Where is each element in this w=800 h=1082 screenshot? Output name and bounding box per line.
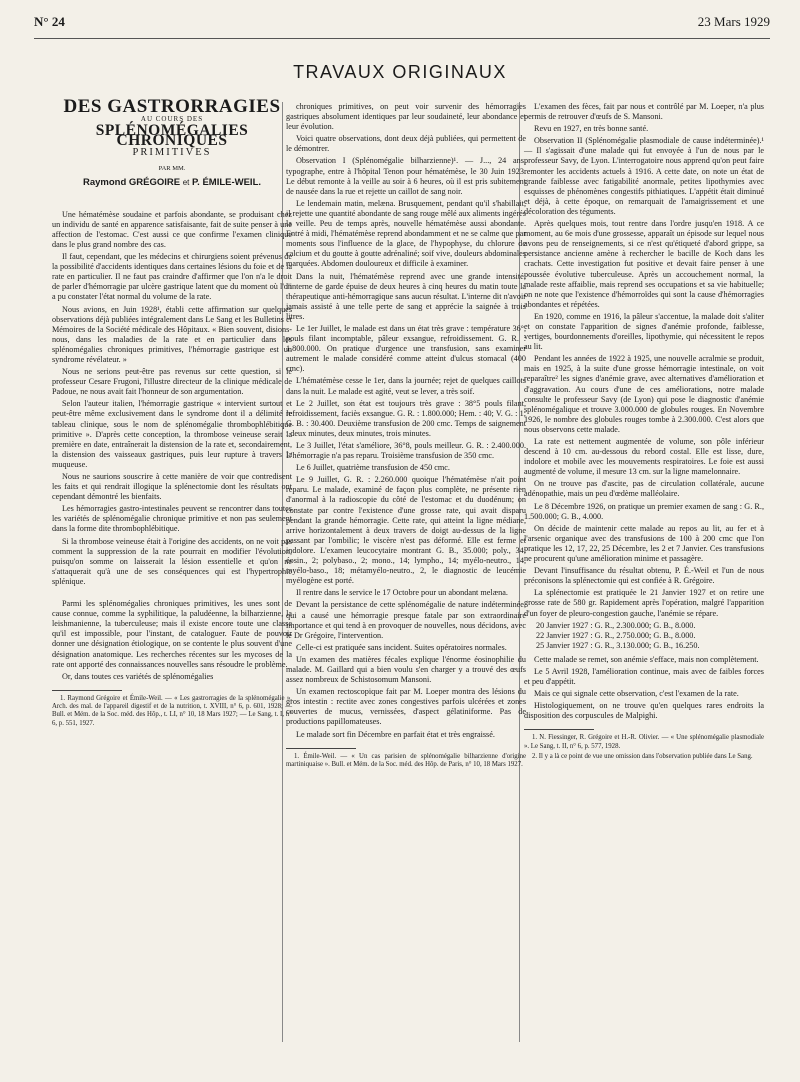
article-by: PAR MM. [158,165,186,173]
paragraph: Il faut, cependant, que les médecins et chirurgiens soient prévenus de la possibilité d'accidents identiques dans certaines lésions du foie et de la rate en particulier. Il ne faut pas craindre d'affirmer que l'on n'a le droit de parler d'hémorragie par ulcère gastrique latent que du moment où l'on a pu constater l'état normal du volume de la rate. [52,252,292,302]
page-number: N° 24 [34,14,65,29]
article-authors [52,178,292,188]
issue-date: 23 Mars 1929 [697,14,770,29]
column-1 [52,96,292,730]
paragraph: Les hémorragies gastro-intestinales peuvent se rencontrer dans toutes les variétés de splénomégalie chronique primitive et non pas seulement dans la forme dite thrombophlébitique. [52,504,292,534]
paragraph: Nous ne serions peut-être pas revenus sur cette question, si le professeur Cesare Frugoni, l'illustre directeur de la clinique médicale de Padoue, ne nous avait fait l'honneur de son argumentation. [52,367,292,397]
column-3-body [524,102,764,619]
paragraph: On ne trouve pas d'ascite, pas de circulation collatérale, aucune adénopathie, mais un peu d'œdème malléolaire. [524,479,764,499]
blood-count-table [536,621,764,651]
paragraph: On décide de maintenir cette malade au repos au lit, au fer et à l'arsenic organique avec des transfusions de 100 à 200 cmc que l'on pratique les 12, 17, 22, 25 Décembre, les 2 et 7 Janvier. Ces transfusions ne procurent qu'une amélioration minime et passagère. [524,523,764,564]
footnote [286,753,526,770]
paragraph: Devant l'insuffisance du résultat obtenu, P. É.-Weil et l'un de nous préconisons la splénectomie qui est confiée à R. Grégoire. [524,566,764,586]
paragraph: Une hématémèse soudaine et parfois abondante, se produisant chez un individu de santé en apparence satisfaisante, fait de suite penser à une affection de l'estomac. C'est aussi ce que confirme l'examen clinique dans le plus grand nombre des cas. [52,209,292,249]
section-title: TRAVAUX ORIGINAUX [293,62,507,82]
footnote [524,734,764,761]
paragraph: Pendant les années de 1922 à 1925, une nouvelle acralmie se produit, mais en 1925, à la suite d'une grosse hémorragie intestinale, on voit reparaître² les signes d'anémie grave, avec alternatives d'amélioration et d'aggravation. Au cours d'une de ces améliorations, notre malade consulte le professeur Savy (de Lyon) qui pose le diagnostic d'anémie splénomégalique et trouve 3.000.000 de globules rouges. En Novembre 1926, le nombre des globules rouges tombe à 2.300.000. C'est alors que nous observons cette malade. [524,354,764,434]
paragraph: Cette malade se remet, son anémie s'efface, mais non complètement. [534,654,759,664]
article-title-connector: AU COURS DES [140,115,204,124]
footnote-rule [524,729,594,730]
author-2: P. ÉMILE-WEIL. [192,176,262,188]
paragraph: Il rentre dans le service le 17 Octobre pour un abondant melæna. [296,588,508,598]
paragraph: Si la thrombose veineuse était à l'origine des accidents, on ne voit pas comment la suppression de la rate pourrait en modifier l'évolution, puisqu'on somme on laisserait la lésion essentielle et qu'on ne s'attaquerait qu'à une de ses conséquences qui est l'hypertrophie splénique. [52,536,292,586]
paragraph: La rate est nettement augmentée de volume, son pôle inférieur descend à 10 cm. au-dessous du rebord costal. Elle est lisse, dure, indolore et mobile avec les mouvements respiratoires. Le foie est aussi augmenté de volume, il mesure 13 cm. sur la ligne mamelonnaire. [524,437,764,477]
footnote-text: 1. Raymond Grégoire et Émile-Weil. — « Les gastrorragies de la splénomégalie ». Arch. des mal. de l'appareil digestif et de la nutrition, t. XVIII, n° 6, p. 601, 1928; — Bull. et Mém. de la Soc. méd. des Hôp., t. LI, n° 10, 18 Mars 1927; — Le Sang, t. I, n° 6, p. 551, 1927. [52,694,292,727]
column-1-body [52,210,292,587]
paragraph: Le 5 Avril 1928, l'amélioration continue, mais avec de faibles forces et peu d'appétit. [524,666,764,687]
table-row: 25 Janvier 1927 : G. R., 3.130.000; G. B., 16.250. [536,640,700,650]
paragraph: Or, dans toutes ces variétés de splénomégalies [62,671,214,681]
header-rule [34,38,770,39]
footnote-text: 1. N. Fiessinger, R. Grégoire et H.-R. Olivier. — « Une splénomégalie plasmodiale ». Le Sang, t. II, n° 6, p. 577, 1928. [524,734,764,750]
paragraph: Nous ne saurions souscrire à cette manière de voir que contredisent les faits et qui rendrait illogique la splénectomie dont les résultats ont cependant démontré les bienfaits. [52,472,292,502]
paragraph: Un examen des matières fécales explique l'énorme éosinophilie du malade. M. Gaillard qui a bien voulu s'en charger y a trouvé des œufs assez nombreux de Schistosomum Mansoni. [286,654,526,685]
paragraph: chroniques primitives, on peut voir survenir des hémorragies gastriques absolument identiques par leur soudaineté, leur abondance et leur évolution. [286,102,526,132]
paragraph: La splénectomie est pratiquée le 21 Janvier 1927 et on retire une grosse rate de 580 gr. Rapidement après l'opération, malgré l'apparition d'un foyer de pleuro-congestion gauche, l'anémie se répare. [524,588,764,618]
footnote-text: 1. Émile-Weil. — « Un cas parisien de splénomégalie bilharzienne d'origine martiniquaise ». Bull. et Mém. de la Soc. méd. des Hôp. de Paris, n° 10, 18 Mars 1927. [286,752,526,768]
article-title-sub: PRIMITIVES [132,147,212,159]
paragraph: Un examen rectoscopique fait par M. Loeper montra des lésions du gros intestin : rectite avec zones congestives parfois ulcérées et zones couvertes de mucus, vernissées, d'aspect gélatiniforme. Pas de productions papillomateuses. [286,687,526,727]
paragraph: Après quelques mois, tout rentre dans l'ordre jusqu'en 1918. A ce moment, au 6e mois d'une grossesse, apparaît un épisode sur lequel nous avons peu de renseignements, si ce n'est qu'étiqueté d'abord grippe, sa persistance ancienne amène à rechercher le bacille de Koch dans les crachats. Cette investigation fut positive et devait faire penser à une poussée évolutive tuberculeuse. Après un accouchement normal, la malade reste affaiblie, mais reprend ses occupations et sa vie habituelle; on ne note que l'existence d'hémorroïdes qui sont la cause d'hémorragies abondantes et répétées. [524,219,764,309]
article-title-main: SPLÉNOMÉGALIES CHRONIQUES [95,122,249,150]
page-header [34,14,770,34]
paragraph: Parmi les splénomégalies chroniques primitives, les unes sont de cause connue, comme la syphilitique, la paludéenne, la bilharzienne, la leishmanienne, la tuberculeuse; mais il existe encore toute une classe qu'il est impossible, pour l'instant, de cataloguer. Faute de pouvoir donner une désignation étiologique, on se contente le plus souvent d'une désignation anatomique. Les recherches récentes sur les mycoses de la rate ont apporté des connaissances nouvelles sans résoudre le problème. [52,599,292,669]
article-title-block [52,96,292,188]
paragraph: Celle-ci est pratiquée sans incident. Suites opératoires normales. [296,642,507,652]
paragraph: Le 3 Juillet, l'état s'améliore, 36°8, pouls meilleur. G. R. : 2.400.000. L'hémorragie n'a pas reparu. Troisième transfusion de 350 cmc. [286,441,526,461]
footnote-rule [52,690,122,691]
paragraph: Histologiquement, on ne trouve qu'en quelques rares endroits la disposition des corpuscules de Malpighi. [524,701,764,721]
paragraph: Le malade sort fin Décembre en parfait état et très engraissé. [296,729,495,739]
article-title: DES GASTRORRAGIES [63,96,281,117]
column-3-body-continued [524,655,764,722]
paragraph: Le lendemain matin, melæna. Brusquement, pendant qu'il s'habillait, il rejette une quantité abondante de sang rouge mêlé aux aliments ingérés la veille. Peu de temps après, nouvelle hématémèse aussi abondante. Entré à midi, l'hématémèse reprend abondamment et ne se calme que par moments sous l'influence de la glace, de l'hypophyse, du chlorure de calcium et du goutte à goutte adrénaliné; soif vive, douleurs abdominales marquées. Abdomen douloureux et difficile à examiner. [286,198,526,269]
paragraph: Voici quatre observations, dont deux déjà publiées, qui permettent de le démontrer. [286,134,526,154]
paragraph: Selon l'auteur italien, l'hémorragie gastrique « intervient surtout et peut-être même exclusivement dans le syndrome dont il a délimité le tableau clinique, sous le nom de splénomégalie thrombophlébitique primitive ». D'après cette conception, la thrombose veineuse serait la première en date, entraînerait la distension de la rate et, secondairement, la distension des vaisseaux gastriques, puis leur rupture à travers la muqueuse. [52,399,292,469]
paragraph: Devant la persistance de cette splénomégalie de nature indéterminée, qui a causé une hémorragie presque fatale par son extraordinaire importance et qui tend à en provoquer de nouvelles, nous décidons, avec le Dr Grégoire, l'intervention. [286,600,526,640]
paragraph: Le 6 Juillet, quatrième transfusion de 450 cmc. [296,463,450,473]
paragraph: Mais ce qui signale cette observation, c'est l'examen de la rate. [534,689,739,699]
table-row: 22 Janvier 1927 : G. R., 2.750.000; G. B., 8.000. [536,630,696,640]
paragraph: Observation II (Splénomégalie plasmodiale de cause indéterminée).¹ — Il s'agissait d'une malade qui fut envoyée à l'un de nous par le professeur Savy, de Lyon. L'interrogatoire nous apprend qu'on peut faire remonter les accidents actuels à 1916. A cette date, on note un état de grande faiblesse avec fatigabilité anormale, petites lipothymies avec esquisses de phénomènes congestifs pithiatiques. L'appétit était diminué et déjà, à cette époque, on remarquait de l'amaigrissement et une décoloration des téguments. [524,136,764,216]
paragraph: L'hématémèse cesse le 1er, dans la journée; rejet de quelques caillots dans la nuit. Le malade est agité, veut se lever, a très soif. [286,376,526,396]
paragraph: Observation I (Splénomégalie bilharzienne)¹. — J..., 24 ans, typographe, entre à l'hôpital Tenon pour hématémèse, le 30 Juin 1923. Le début remonte à la veille au soir à 6 heures, où il est pris subitement de nausée dans la rue et rejette un caillot de sang noir. [286,156,526,196]
column-1-body-continued [52,599,292,682]
column-3 [524,102,764,763]
author-1: Raymond GRÉGOIRE [82,176,181,188]
paragraph: Le 2 Juillet, son état est toujours très grave : 38°5 pouls filant, refroidissement, faciès exsangue. G. R. : 1.800.000; Hem. : 40; V. G. : 1; G. B. : 30.400. Deuxième transfusion de 200 cmc. Temps de saignement : deux minutes, deux minutes, trois minutes. [286,398,526,438]
footnote [52,695,292,728]
column-2 [286,102,526,771]
author-conjunction: et [182,177,190,187]
paragraph: Dans la nuit, l'hématémèse reprend avec une grande intensité; l'interne de garde épuise de deux heures à cinq heures du matin toute la thérapeutique anti-hémorragique sans aucun résultat. L'interne dit n'avoir jamais assisté à une telle perte de sang et apprécie la saignée à trois litres. [286,271,526,321]
footnote-rule [286,748,356,749]
table-row: 20 Janvier 1927 : G. R., 2.300.000; G. B., 8.000. [536,620,696,630]
paragraph: Revu en 1927, en très bonne santé. [534,124,649,134]
paragraph: En 1920, comme en 1916, la pâleur s'accentue, la malade doit s'aliter et on constate l'apparition de signes d'anémie profonde, faiblesse, vertiges, bourdonnements d'oreilles, lipothymie, qui nécessitent le repos au lit. [524,311,764,352]
paragraph: Le 9 Juillet, G. R. : 2.260.000 quoique l'hématémèse n'ait point reparu. Le malade, examiné de façon plus complète, ne présente rien d'anormal à la radioscopie du côté de l'estomac et du duodénum; on constate par contre l'existence d'une grosse rate, qui avait disparu pendant la grande hémorragie. Cette rate, qui atteint la ligne médiane, arrive horizontalement à deux travers de doigt au-dessus de la ligne passant par l'ombilic; le viscère n'est pas déformé. Elle est ferme et indolore. L'examen leucocytaire montrant G. B., 35.000; poly., 34; éosin., 2; polybaso., 2; mono., 14; lympho., 14; myélo-neutro., 14, myélo-baso., 18; métamyélo-neutro., 2, le diagnostic de leucémie myélogène est porté. [286,475,526,586]
column-2-body [286,102,526,740]
paragraph: Nous avions, en Juin 1928¹, établi cette affirmation sur quelques observations déjà publiées intégralement dans Le Sang et les Bulletins et Mémoires de la Société médicale des Hôpitaux. « Bien souvent, disions-nous, dans les maladies de la rate et en particulier dans les splénomégalies chroniques primitives, l'hémorragie gastrique est un syndrome révélateur. » [52,304,292,364]
paragraph: L'examen des fèces, fait par nous et contrôlé par M. Loeper, n'a plus permis de retrouver d'œufs de S. Mansoni. [524,102,764,122]
paragraph: Le 8 Décembre 1926, on pratique un premier examen de sang : G. R., 1.500.000; G. B., 4.000. [524,501,764,521]
paragraph: Le 1er Juillet, le malade est dans un état très grave : température 36°, pouls filant incomptable, pâleur exsangue, refroidissement. G. R. : 1.800.000. On pratique d'urgence une transfusion, sans examiner autrement le malade considéré comme atteint d'ulcus stomacal (400 cmc). [286,323,526,374]
footnote-text: 2. Il y a là ce point de vue une omission dans l'observation publiée dans Le Sang. [532,753,753,761]
